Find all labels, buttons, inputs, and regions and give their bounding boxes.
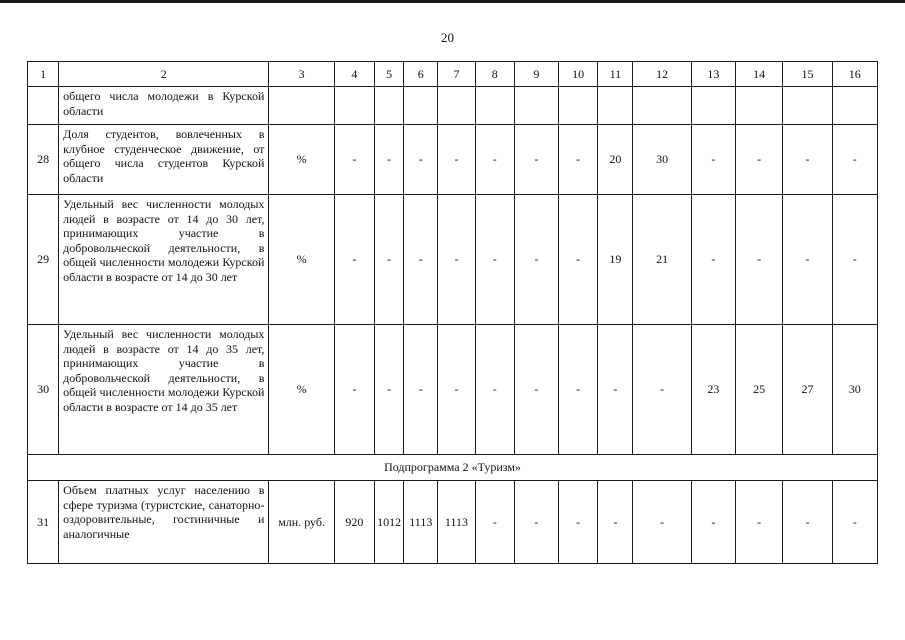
- value-cell: -: [375, 125, 404, 195]
- value-cell: -: [375, 325, 404, 455]
- subprogram-row: [28, 455, 878, 481]
- header-cell: 5: [375, 62, 404, 87]
- value-cell: -: [404, 325, 438, 455]
- empty-cell: [375, 87, 404, 125]
- value-cell: -: [691, 195, 735, 325]
- value-cell: 1113: [438, 481, 475, 564]
- row-number-cell: [28, 87, 59, 125]
- empty-cell: [475, 87, 514, 125]
- value-cell: -: [334, 325, 374, 455]
- value-cell: -: [514, 125, 558, 195]
- header-cell: 2: [59, 62, 269, 87]
- table-row: [28, 195, 878, 325]
- value-cell: 25: [736, 325, 783, 455]
- value-cell: -: [334, 125, 374, 195]
- value-cell: 920: [334, 481, 374, 564]
- empty-cell: [514, 87, 558, 125]
- unit-cell: %: [269, 125, 334, 195]
- value-cell: 27: [783, 325, 832, 455]
- value-cell: -: [598, 325, 633, 455]
- value-cell: -: [736, 481, 783, 564]
- header-cell: 4: [334, 62, 374, 87]
- empty-cell: [832, 87, 877, 125]
- value-cell: -: [832, 195, 877, 325]
- value-cell: 19: [598, 195, 633, 325]
- value-cell: -: [475, 325, 514, 455]
- value-cell: -: [438, 325, 475, 455]
- header-cell: 8: [475, 62, 514, 87]
- empty-cell: [736, 87, 783, 125]
- value-cell: -: [691, 481, 735, 564]
- row-number-cell: 28: [28, 125, 59, 195]
- value-cell: 1012: [375, 481, 404, 564]
- empty-cell: [438, 87, 475, 125]
- empty-cell: [691, 87, 735, 125]
- value-cell: -: [514, 195, 558, 325]
- value-cell: 20: [598, 125, 633, 195]
- top-border-line: [0, 0, 905, 3]
- unit-cell: %: [269, 325, 334, 455]
- value-cell: -: [334, 195, 374, 325]
- header-cell: 10: [559, 62, 598, 87]
- empty-cell: [598, 87, 633, 125]
- empty-cell: [783, 87, 832, 125]
- value-cell: -: [691, 125, 735, 195]
- value-cell: -: [475, 481, 514, 564]
- header-cell: 12: [633, 62, 691, 87]
- value-cell: -: [633, 325, 691, 455]
- indicator-text-cell: Удельный вес численности молодых людей в возрасте от 14 до 30 лет, принимающих участие в добровольческой деятельности, в общей численности молодежи Курской области в возрасте от 14 до 30 лет: [59, 195, 269, 325]
- value-cell: -: [633, 481, 691, 564]
- value-cell: -: [598, 481, 633, 564]
- value-cell: -: [736, 125, 783, 195]
- header-cell: 14: [736, 62, 783, 87]
- value-cell: -: [832, 481, 877, 564]
- value-cell: -: [832, 125, 877, 195]
- value-cell: -: [559, 125, 598, 195]
- header-cell: 1: [28, 62, 59, 87]
- value-cell: 30: [832, 325, 877, 455]
- value-cell: 23: [691, 325, 735, 455]
- subprogram-title: Подпрограмма 2 «Туризм»: [28, 455, 878, 481]
- header-cell: 15: [783, 62, 832, 87]
- row-number-cell: 30: [28, 325, 59, 455]
- header-cell: 7: [438, 62, 475, 87]
- unit-cell: млн. руб.: [269, 481, 334, 564]
- indicator-text-cell: общего числа молодежи в Курской области: [59, 87, 269, 125]
- value-cell: -: [783, 481, 832, 564]
- empty-cell: [633, 87, 691, 125]
- value-cell: -: [514, 481, 558, 564]
- value-cell: -: [404, 195, 438, 325]
- value-cell: -: [783, 125, 832, 195]
- value-cell: -: [404, 125, 438, 195]
- header-cell: 3: [269, 62, 334, 87]
- row-number-cell: 29: [28, 195, 59, 325]
- header-cell: 13: [691, 62, 735, 87]
- header-cell: 9: [514, 62, 558, 87]
- value-cell: -: [438, 125, 475, 195]
- empty-cell: [559, 87, 598, 125]
- value-cell: -: [514, 325, 558, 455]
- value-cell: -: [559, 481, 598, 564]
- table-row: [28, 125, 878, 195]
- value-cell: -: [438, 195, 475, 325]
- value-cell: -: [736, 195, 783, 325]
- value-cell: 30: [633, 125, 691, 195]
- indicator-text-cell: Объем платных услуг населению в сфере туризма (туристские, санаторно-оздоровительные, гостиничные и аналогичные: [59, 481, 269, 564]
- value-cell: 21: [633, 195, 691, 325]
- value-cell: 1113: [404, 481, 438, 564]
- value-cell: -: [783, 195, 832, 325]
- empty-cell: [334, 87, 374, 125]
- value-cell: -: [475, 125, 514, 195]
- continuation-row: [28, 87, 878, 125]
- header-cell: 6: [404, 62, 438, 87]
- indicator-text-cell: Удельный вес численности молодых людей в возрасте от 14 до 35 лет, принимающих участие в добровольческой деятельности, в общей численности молодежи Курской области в возрасте от 14 до 35 лет: [59, 325, 269, 455]
- empty-cell: [269, 87, 334, 125]
- header-cell: 11: [598, 62, 633, 87]
- header-row: [28, 62, 878, 87]
- row-number-cell: 31: [28, 481, 59, 564]
- value-cell: -: [475, 195, 514, 325]
- value-cell: -: [559, 325, 598, 455]
- indicators-table: [27, 61, 878, 564]
- header-cell: 16: [832, 62, 877, 87]
- table-row: [28, 481, 878, 564]
- indicator-text-cell: Доля студентов, вовлеченных в клубное студенческое движение, от общего числа студентов Курской области: [59, 125, 269, 195]
- value-cell: -: [375, 195, 404, 325]
- table-row: [28, 325, 878, 455]
- empty-cell: [404, 87, 438, 125]
- value-cell: -: [559, 195, 598, 325]
- unit-cell: %: [269, 195, 334, 325]
- page-number: 20: [441, 30, 454, 45]
